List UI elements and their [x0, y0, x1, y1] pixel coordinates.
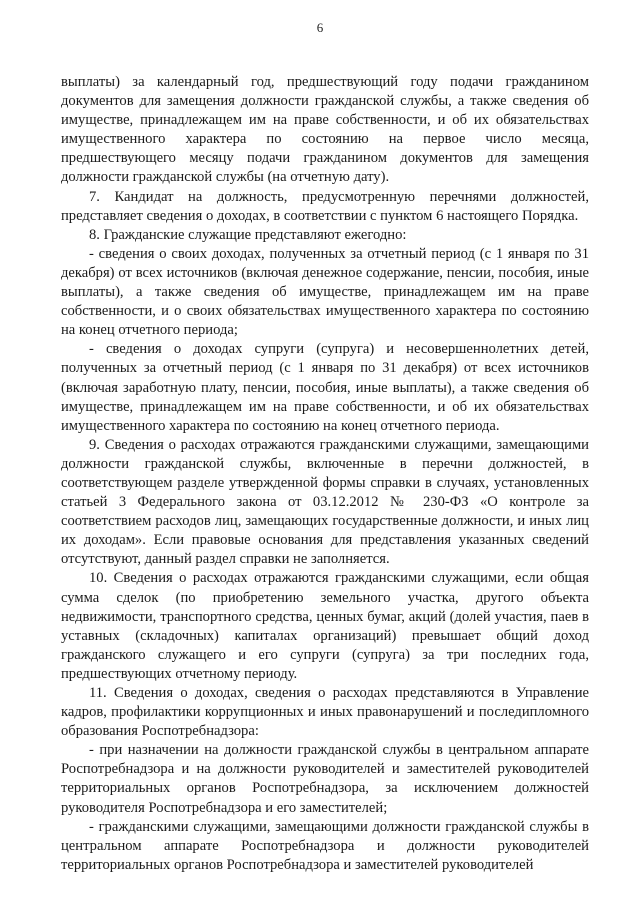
paragraph-8-item-own-income: - сведения о своих доходах, полученных за отчетный период (с 1 января по 31 декабря) от всех источников (включая денежное содержание, пенсии, пособия, иные выплаты), а также сведения об имуществе, принадлежащем им на праве собственности, и о своих обязательствах имущественного характера по состоянию на конец отчетного периода;: [61, 245, 589, 339]
paragraph-8: 8. Гражданские служащие представляют ежегодно:: [89, 226, 407, 243]
paragraph-continuation: выплаты) за календарный год, предшествующий году подачи гражданином документов для замещения должности гражданской службы, а также сведения об имуществе, принадлежащем им на праве собственности, и об их обязательствах имущественного характера по состоянию на первое число месяца, предшествующего месяцу подачи гражданином документов для замещения должности гражданской службы (на отчетную дату).: [61, 74, 589, 186]
paragraph-11-item-appointment: - при назначении на должности гражданской службы в центральном аппарате Роспотребнадзора и на должности руководителей и заместителей руководителей территориальных органов Роспотребнадзора, за исключением должностей руководителя Роспотребнадзора и его заместителей;: [61, 742, 589, 816]
page-number: 6: [316, 20, 324, 35]
paragraph-7: 7. Кандидат на должность, предусмотренную перечнями должностей, представляет сведения о доходах, в соответствии с пунктом 6 настоящего Порядка.: [61, 188, 589, 224]
document-body: [61, 73, 589, 875]
paragraph-8-item-family-income: - сведения о доходах супруги (супруга) и несовершеннолетних детей, полученных за отчетный период (с 1 января по 31 декабря) от всех источников (включая заработную плату, пенсии, пособия, иные выплаты), а также сведения об имуществе, принадлежащем им на праве собственности, и об их обязательствах имущественного характера по состоянию на конец отчетного периода.: [61, 341, 589, 434]
paragraph-9: 9. Сведения о расходах отражаются гражданскими служащими, замещающими должности гражданской службы, включенные в перечни должностей, в соответствующем разделе утвержденной формы справки в случаях, установленных статьей 3 Федерального закона от 03.12.2012 № 230-ФЗ «О контроле за соответствием расходов лиц, замещающих государственные должности, и иных лиц их доходам». Если правовые основания для представления указанных сведений отсутствуют, данный раздел справки не заполняется.: [61, 436, 589, 568]
paragraph-11-item-employees: - гражданскими служащими, замещающими должности гражданской службы в центральном аппарате Роспотребнадзора и должности руководителей территориальных органов Роспотребнадзора и заместителей руководителей: [61, 818, 589, 873]
paragraph-11: 11. Сведения о доходах, сведения о расходах представляются в Управление кадров, профилактики коррупционных и иных правонарушений и последипломного образования Роспотребнадзора:: [61, 685, 589, 740]
paragraph-10: 10. Сведения о расходах отражаются гражданскими служащими, если общая сумма сделок (по приобретению земельного участка, другого объекта недвижимости, транспортного средства, ценных бумаг, акций (долей участия, паев в уставных (складочных) капиталах организаций) превышает общий доход гражданского служащего и его супруги (супруга) за три последних года, предшествующих отчетному периоду.: [61, 570, 589, 682]
